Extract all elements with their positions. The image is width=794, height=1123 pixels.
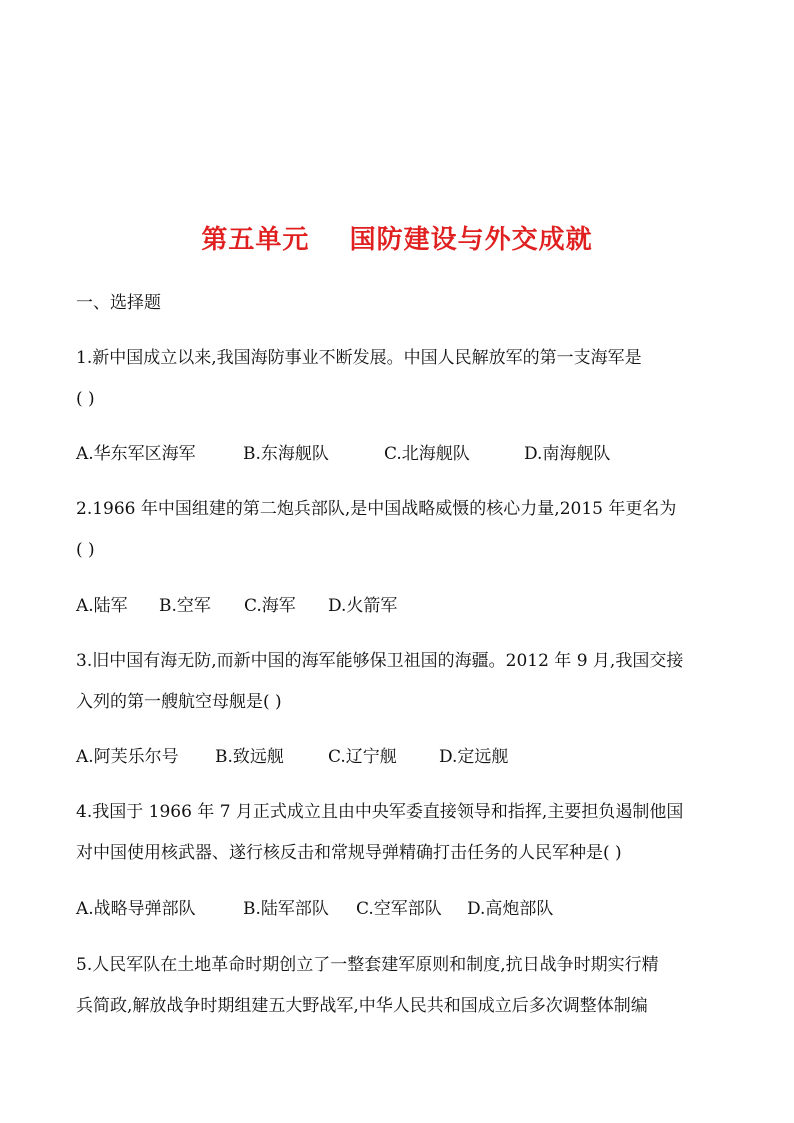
question-1-options [76,441,610,467]
question-2-line-1: 2.1966 年中国组建的第二炮兵部队,是中国战略威慑的核心力量,2015 年更名为 [76,499,677,519]
option-d: D.火箭军 [328,596,398,616]
question-4-options [76,896,553,922]
option-c: C.空军部队 [356,899,442,919]
question-1-line-2: ( ) [76,389,95,409]
question-1-line-1: 1.新中国成立以来,我国海防事业不断发展。中国人民解放军的第一支海军是 [76,348,642,368]
option-d: D.高炮部队 [467,899,554,919]
option-c: C.海军 [244,596,296,616]
option-a: A.阿芙乐尔号 [76,747,179,767]
question-2-line-2: ( ) [76,540,95,560]
question-3-line-2: 入列的第一艘航空母舰是( ) [76,692,282,712]
option-b: B.东海舰队 [243,444,329,464]
option-c: C.北海舰队 [384,444,470,464]
option-d: D.南海舰队 [524,444,611,464]
option-d: D.定远舰 [439,747,509,767]
option-b: B.陆军部队 [243,899,329,919]
section-heading: 一、选择题 [76,293,161,313]
option-a: A.陆军 [76,596,128,616]
question-2-options [76,593,397,619]
page-title: 第五单元 国防建设与外交成就 [201,225,593,255]
question-4-line-2: 对中国使用核武器、遂行核反击和常规导弹精确打击任务的人民军种是( ) [76,843,622,863]
option-b: B.致远舰 [215,747,284,767]
question-5-line-1: 5.人民军队在土地革命时期创立了一整套建军原则和制度,抗日战争时期实行精 [76,955,659,975]
question-3-options [76,744,508,770]
question-5-line-2: 兵简政,解放战争时期组建五大野战军,中华人民共和国成立后多次调整体制编 [76,996,648,1016]
question-3-line-1: 3.旧中国有海无防,而新中国的海军能够保卫祖国的海疆。2012 年 9 月,我国交接 [76,651,684,671]
option-a: A.战略导弹部队 [76,899,196,919]
option-a: A.华东军区海军 [76,444,196,464]
option-c: C.辽宁舰 [328,747,397,767]
question-4-line-1: 4.我国于 1966 年 7 月正式成立且由中央军委直接领导和指挥,主要担负遏制他国 [76,802,684,822]
option-b: B.空军 [159,596,211,616]
